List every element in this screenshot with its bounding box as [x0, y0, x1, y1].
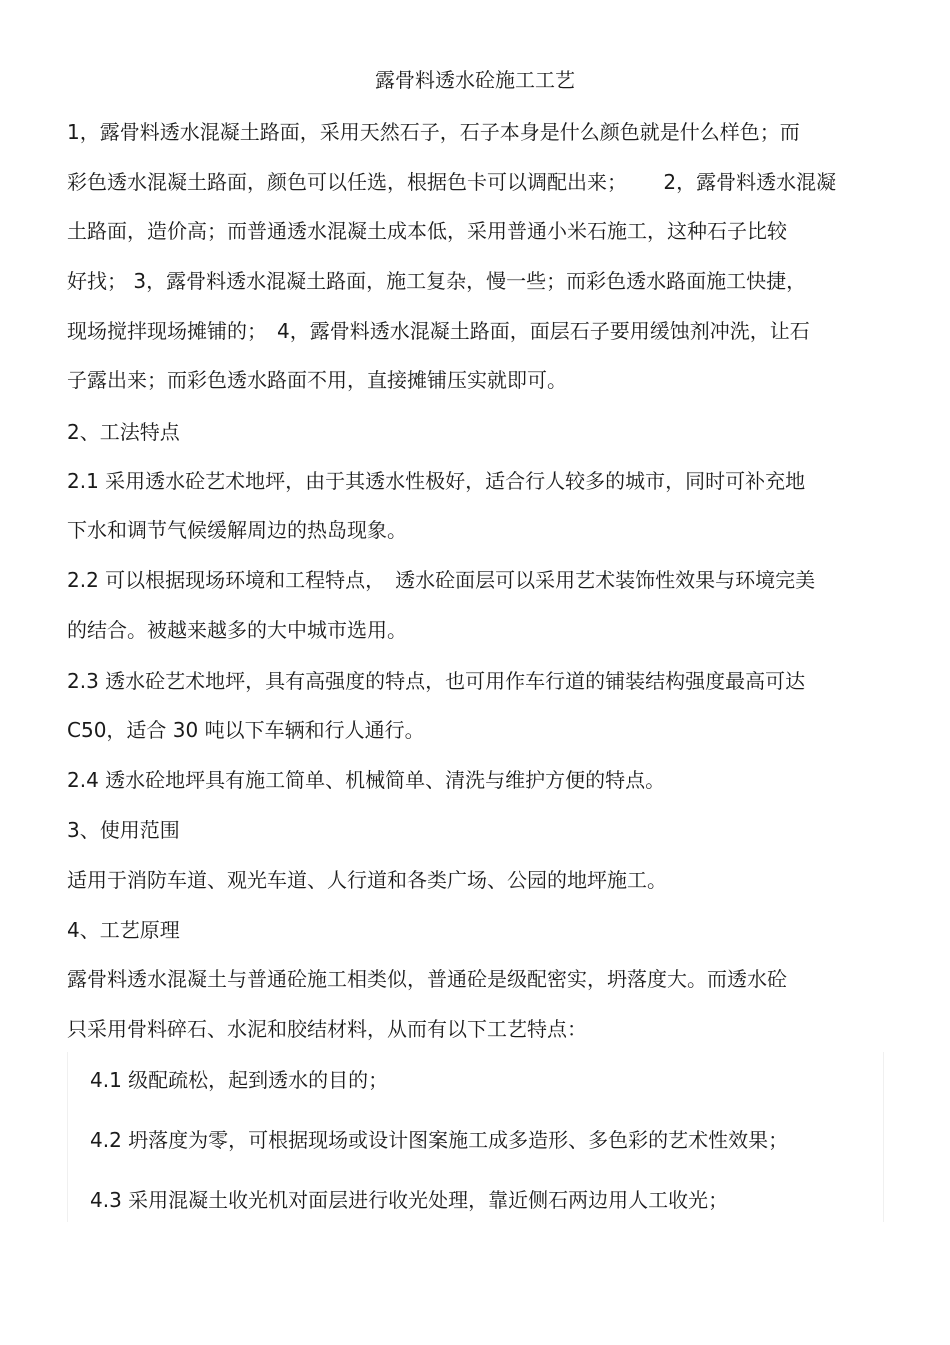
text-line: 好找； 3，露骨料透水混凝土路面，施工复杂，慢一些；而彩色透水路面施工快捷， — [67, 269, 807, 293]
text-line: 2.3 透水砼艺术地坪，具有高强度的特点，也可用作车行道的铺装结构强度最高可达 — [67, 669, 806, 693]
text-line: C50，适合 30 吨以下车辆和行人通行。 — [67, 718, 425, 742]
list-item: 4.3 采用混凝土收光机对面层进行收光处理，靠近侧石两边用人工收光； — [90, 1188, 729, 1212]
text-line: 现场搅拌现场摊铺的； 4，露骨料透水混凝土路面，面层石子要用缓蚀剂冲洗，让石 — [67, 319, 810, 343]
document-title: 露骨料透水砼施工工艺 — [375, 68, 575, 92]
list-item: 4.1 级配疏松，起到透水的目的； — [90, 1068, 389, 1092]
text-line: 下水和调节气候缓解周边的热岛现象。 — [67, 518, 407, 542]
section-heading: 3、使用范围 — [67, 818, 180, 842]
text-line: 1，露骨料透水混凝土路面，采用天然石子，石子本身是什么颜色就是什么样色；而 — [67, 120, 800, 144]
process-features-list — [67, 1052, 884, 1222]
list-item: 4.2 坍落度为零，可根据现场或设计图案施工成多造形、多色彩的艺术性效果； — [90, 1128, 789, 1152]
text-line: 只采用骨料碎石、水泥和胶结材料，从而有以下工艺特点： — [67, 1017, 587, 1041]
text-line: 的结合。被越来越多的大中城市选用。 — [67, 618, 407, 642]
section-heading: 2、工法特点 — [67, 420, 180, 444]
text-line: 2.2 可以根据现场环境和工程特点， 透水砼面层可以采用艺术装饰性效果与环境完美 — [67, 568, 816, 592]
text-line: 土路面，造价高；而普通透水混凝土成本低，采用普通小米石施工，这种石子比较 — [67, 219, 787, 243]
text-line: 露骨料透水混凝土与普通砼施工相类似，普通砼是级配密实，坍落度大。而透水砼 — [67, 967, 787, 991]
text-line: 2.1 采用透水砼艺术地坪，由于其透水性极好，适合行人较多的城市，同时可补充地 — [67, 469, 806, 493]
text-line: 适用于消防车道、观光车道、人行道和各类广场、公园的地坪施工。 — [67, 868, 667, 892]
text-line: 2.4 透水砼地坪具有施工简单、机械简单、清洗与维护方便的特点。 — [67, 768, 666, 792]
text-line: 彩色透水混凝土路面，颜色可以任选，根据色卡可以调配出来； 2，露骨料透水混凝 — [67, 170, 837, 194]
text-line: 子露出来；而彩色透水路面不用，直接摊铺压实就即可。 — [67, 368, 567, 392]
section-heading: 4、工艺原理 — [67, 918, 180, 942]
